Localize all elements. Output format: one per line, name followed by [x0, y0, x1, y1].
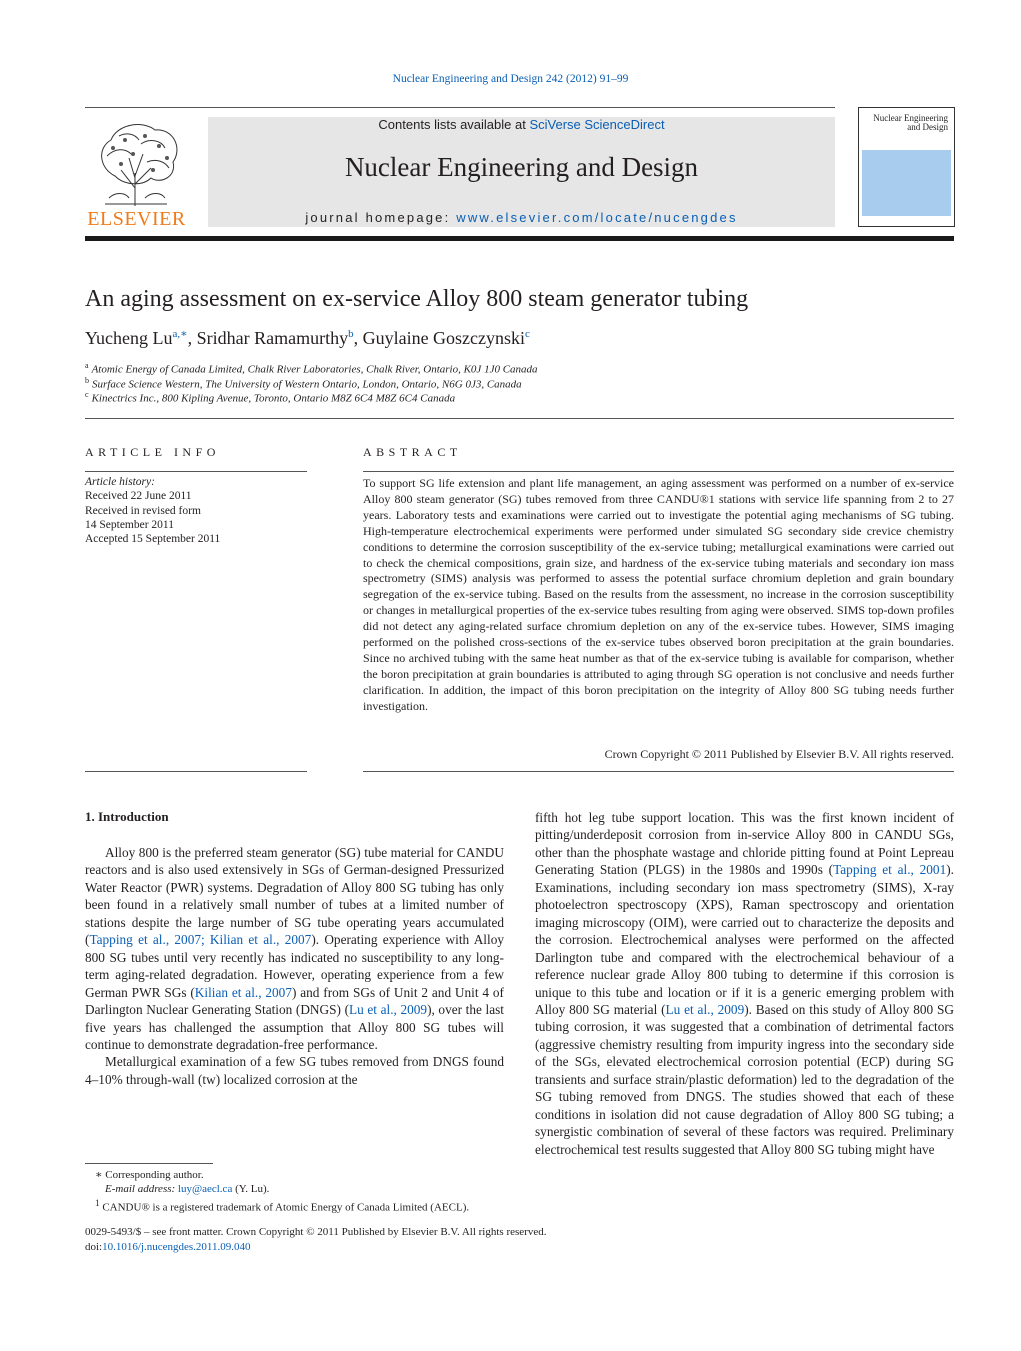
footnote-email: E-mail address: luy@aecl.ca (Y. Lu).	[105, 1183, 270, 1195]
body-column-left	[85, 844, 504, 1088]
citation-link[interactable]: Nuclear Engineering and Design 242 (2012) 91–99	[392, 73, 629, 85]
author-name: Yucheng Lu	[85, 328, 173, 348]
affiliation: $^b$ Surface Science Western, The University of Western Ontario, London, Ontario, N6G 0J3, Canada	[85, 376, 522, 391]
affiliation: $^a$ Atomic Energy of Canada Limited, Chalk River Laboratories, Chalk River, Ontario, K0J 1J0 Canada	[85, 361, 538, 376]
footnote-rule	[85, 1163, 213, 1164]
cover-image-area	[862, 150, 951, 216]
history-label: Article history:	[85, 476, 155, 488]
homepage-prefix: journal homepage:	[305, 210, 457, 225]
section-divider	[85, 418, 954, 419]
citation-link[interactable]: Tapping et al., 2001	[833, 862, 947, 878]
history-accepted: Accepted 15 September 2011	[85, 533, 221, 546]
abstract-text: To support SG life extension and plant life management, an aging assessment was performed on a number of ex-service Alloy 800 steam generator (SG) tubes removed from three CANDU®1 stations with service life spanning from 2 to 27 years. Laboratory tests and examinations were carried out to investigate the potential aging mechanisms of SG tubing. High-temperature electrochemical experiments were performed under simulated SG secondary side crevice chemistry conditions to determine the corrosion susceptibility of the ex-service tubing; metallurgical examinations were carried out to check the chemical compositions, grain size, and hardness of the ex-service tubing materials and secondary ion mass spectrometry (SIMS) analysis was performed to assess the potential surface chromium depletion and grain boundary segregation of the ex-service tubing. Based on the results from the assessment, no increase in the corrosion susceptibility or changes in metallurgical properties of the ex-service tubes resulting from aging were observed. SIMS top-down profiles did not detect any aging-related surface chromium depletion on any of the ex-service tubes. However, SIMS imaging performed on the polished cross-sections of the ex-service tubes observed boron precipitation at the grain boundaries. Since no archived tubing with the same heat number as that of the ex-service tubing is available for comparison, whether the boron precipitation at grain boundaries is attributed to aging through SG operation is not conclusive and needs further clarification. In addition, the impact of this boron precipitation on the integrity of Alloy 800 SG tubing needs further investigation.	[363, 476, 954, 713]
citation-link[interactable]: Lu et al., 2009	[665, 1001, 745, 1017]
abstract-bottom-rule	[363, 771, 954, 772]
citation-link[interactable]: Lu et al., 2009	[349, 1002, 428, 1018]
section-heading-introduction: 1. Introduction	[85, 809, 169, 824]
paragraph: Metallurgical examination of a few SG tubes removed from DNGS found 4–10% through-wall (tw) localized corrosion at the	[85, 1054, 504, 1087]
footer-doi: doi:10.1016/j.nucengdes.2011.09.040	[85, 1241, 251, 1253]
author-name: Guylaine Goszczynski	[362, 328, 526, 348]
contents-line	[208, 117, 835, 132]
author-name: Sridhar Ramamurthy	[196, 328, 349, 348]
footer-issn: 0029-5493/$ – see front matter. Crown Copyright © 2011 Published by Elsevier B.V. All rights reserved.	[85, 1226, 547, 1238]
homepage-line	[208, 210, 835, 225]
history-revised: Received in revised form	[85, 504, 201, 517]
journal-cover-thumbnail[interactable]	[858, 107, 955, 227]
author-affiliation-marker[interactable]: c	[525, 328, 530, 340]
header-thick-divider	[85, 236, 954, 241]
journal-title: Nuclear Engineering and Design	[344, 152, 699, 182]
journal-citation	[0, 73, 1021, 85]
paragraph: Alloy 800 is the preferred steam generator (SG) tube material for CANDU reactors and is also used extensively in SGs of German-designed Pressurized Water Reactor (PWR) systems. Degradation of Alloy 800 SG tubing has only been found in a relatively small number of tubes at a limited number of stations despite the large number of SG tube operating years accumulated (Tapping et al., 2007; Kilian et al., 2007). Operating experience with Alloy 800 SG tubes until very recently has indicated no susceptibility to any long-term aging-related degradation. However, operating experience from a few German PWR SGs (Kilian et al., 2007) and from SGs of Unit 2 and Unit 4 of Darlington Nuclear Generating Station (DNGS) (Lu et al., 2009), over the last five years has challenged the assumption that Alloy 800 SG tubes will continue to demonstrate degradation-free performance.	[85, 845, 504, 1052]
homepage-link[interactable]: www.elsevier.com/locate/nucengdes	[456, 210, 738, 225]
article-info-rule	[85, 471, 307, 472]
abstract-heading: ABSTRACT	[363, 445, 462, 459]
author-affiliation-marker[interactable]: b	[348, 328, 354, 340]
article-history	[85, 475, 220, 546]
abstract-rule	[363, 471, 954, 472]
sciencedirect-link[interactable]: SciVerse ScienceDirect	[529, 117, 665, 132]
citation-link[interactable]: Kilian et al., 2007	[194, 984, 292, 1000]
article-info-heading: ARTICLE INFO	[85, 445, 220, 459]
paragraph: fifth hot leg tube support location. This was the first known incident of pitting/underdeposit corrosion from in-service Alloy 800 in CANDU SGs, other than the phosphate wastage and chloride pitting found at Point Lepreau Generating Station (PLGS) in the 1980s and 1990s (Tapping et al., 2001). Examinations, including secondary ion mass spectrometry (SIMS), X-ray photoelectron spectroscopy (XPS), Raman spectroscopy and orientation imaging microscopy (OIM), were carried out to characterize the deposits and the corrosion. Electrochemical analyses were performed on the affected Darlington tube and compared with the electrochemical behaviour of a reference nuclear grade Alloy 800 tubing to determine if this corrosion is unique to this tube and location or if it is a generic emerging problem with Alloy 800 SG material (Lu et al., 2009). Based on this study of Alloy 800 SG tubing corrosion, it was suggested that a combination of detrimental factors (aggressive chemistry resulting from impurity ingress into the secondary side of the SGs, elevated electrochemical corrosion potential (ECP) during SG transients and surface strain/plastic deformation) led to the degradation of the SG tubing removed from DNGS. The studies showed that each of these conditions in isolation did not cause degradation of Alloy 800 SG tubing; a synergistic combination of several of these factors was required. Preliminary electrochemical test results suggested that Alloy 800 SG tubing might have	[535, 810, 954, 1157]
body-column-right	[535, 809, 954, 1158]
citation-link[interactable]: Tapping et al., 2007; Kilian et al., 2007	[89, 932, 312, 948]
elsevier-wordmark: ELSEVIER	[87, 208, 186, 230]
history-received: Received 22 June 2011	[85, 490, 192, 503]
history-revised-date: 14 September 2011	[85, 518, 175, 531]
contents-prefix: Contents lists available at	[378, 117, 530, 132]
email-link[interactable]: luy@aecl.ca	[177, 1183, 233, 1195]
doi-link[interactable]: 10.1016/j.nucengdes.2011.09.040	[102, 1241, 251, 1253]
article-title: An aging assessment on ex-service Alloy 800 steam generator tubing	[85, 286, 749, 312]
author-list: Yucheng $Lu^{a,∗}$, Sridhar Ramamurthy$^b$, Guylaine Goszczynski$^c$	[85, 328, 530, 348]
affiliation: $^c$ Kinectrics Inc., 800 Kipling Avenue, Toronto, Ontario M8Z 6C4 M8Z 6C4 Canada	[85, 390, 456, 405]
article-info-bottom-rule	[85, 771, 307, 772]
author-affiliation-marker[interactable]: a,∗	[172, 328, 188, 340]
footnote-trademark: $^1$ CANDU® is a registered trademark of Atomic Energy of Canada Limited (AECL).	[95, 1198, 470, 1214]
header-divider	[85, 107, 835, 108]
footnote-corresponding: ∗ Corresponding author.	[95, 1169, 204, 1181]
cover-title: Nuclear Engineering and Design	[873, 113, 948, 132]
abstract-copyright: Crown Copyright © 2011 Published by Elsevier B.V. All rights reserved.	[604, 747, 954, 761]
